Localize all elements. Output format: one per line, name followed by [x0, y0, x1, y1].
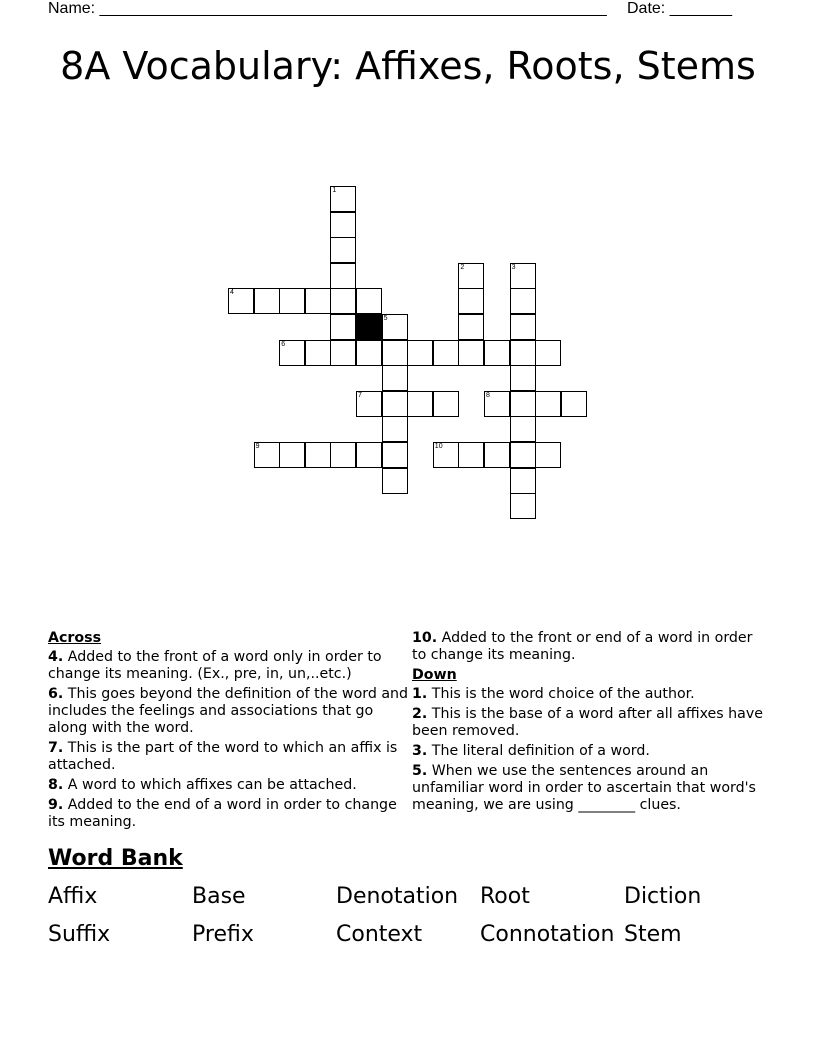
crossword-cell[interactable]	[382, 416, 408, 442]
crossword-cell[interactable]	[382, 340, 408, 366]
crossword-cell[interactable]	[510, 468, 536, 494]
crossword-cell[interactable]	[510, 365, 536, 391]
crossword-cell[interactable]	[458, 314, 484, 340]
crossword-cell[interactable]	[279, 340, 305, 366]
crossword-cell[interactable]	[382, 442, 408, 468]
clue-across-8: 8. A word to which affixes can be attached.	[48, 777, 357, 793]
crossword-cell[interactable]	[305, 442, 331, 468]
crossword-cell[interactable]	[535, 340, 561, 366]
crossword-cell[interactable]	[356, 391, 382, 417]
word-bank-word: Affix	[48, 884, 98, 909]
crossword-cell[interactable]	[458, 442, 484, 468]
word-bank-word: Stem	[624, 922, 682, 947]
crossword-cell[interactable]	[510, 416, 536, 442]
crossword-cell[interactable]	[330, 263, 356, 289]
word-bank-word: Context	[336, 922, 423, 947]
crossword-cell[interactable]	[433, 442, 459, 468]
word-bank-word: Connotation	[480, 922, 615, 947]
across-heading: Across	[48, 630, 102, 646]
clue-across-9: 9. Added to the end of a word in order to change its meaning.	[48, 797, 397, 830]
crossword-cell[interactable]	[535, 391, 561, 417]
clue-down-1: 1. This is the word choice of the author.	[412, 686, 695, 702]
crossword-cell[interactable]	[382, 391, 408, 417]
crossword-cell[interactable]	[279, 442, 305, 468]
crossword-cell[interactable]	[254, 288, 280, 314]
word-bank-word: Base	[192, 884, 246, 909]
crossword-cell[interactable]	[458, 288, 484, 314]
crossword-clue-number: 8	[486, 391, 490, 399]
crossword-cell[interactable]	[407, 340, 433, 366]
crossword-cell[interactable]	[382, 468, 408, 494]
crossword-cell[interactable]	[484, 391, 510, 417]
crossword-cell[interactable]	[510, 314, 536, 340]
crossword-clue-number: 7	[358, 391, 362, 399]
crossword-cell[interactable]	[330, 212, 356, 238]
crossword-cell[interactable]	[510, 263, 536, 289]
crossword-cell[interactable]	[330, 314, 356, 340]
crossword-cell[interactable]	[382, 365, 408, 391]
word-bank-word: Suffix	[48, 922, 111, 947]
crossword-clue-number: 2	[460, 263, 465, 271]
crossword-cell[interactable]	[228, 288, 254, 314]
crossword-clue-number: 5	[383, 315, 388, 322]
crossword-cell[interactable]	[510, 442, 536, 468]
crossword-cell[interactable]	[458, 340, 484, 366]
crossword-cell[interactable]	[305, 288, 331, 314]
crossword-cell[interactable]	[510, 288, 536, 314]
clue-across-10: 10. Added to the front or end of a word in order to change its meaning.	[412, 630, 753, 663]
crossword-cell[interactable]	[356, 442, 382, 468]
crossword-clue-number: 1	[332, 187, 337, 194]
word-bank-title: Word Bank	[48, 846, 183, 871]
crossword-cell[interactable]	[356, 340, 382, 366]
clue-down-5: 5. When we use the sentences around an unfamiliar word in order to ascertain that word's meaning, we are using ________ clues.	[412, 763, 756, 813]
crossword-cell[interactable]	[535, 442, 561, 468]
crossword-cell[interactable]	[382, 314, 408, 340]
clue-down-3: 3. The literal definition of a word.	[412, 743, 650, 759]
crossword-cell[interactable]	[305, 340, 331, 366]
crossword-cell[interactable]	[433, 340, 459, 366]
word-bank-word: Diction	[624, 884, 702, 909]
crossword-cell[interactable]	[330, 237, 356, 263]
crossword-cell[interactable]	[356, 288, 382, 314]
crossword-cell[interactable]	[510, 493, 536, 519]
word-bank-word: Denotation	[336, 884, 459, 909]
crossword-clue-number: 10	[434, 443, 443, 450]
crossword-cell[interactable]	[510, 391, 536, 417]
clues-right-column	[412, 630, 764, 817]
crossword-cell[interactable]	[330, 340, 356, 366]
crossword-cell[interactable]	[484, 442, 510, 468]
crossword-cell[interactable]	[433, 391, 459, 417]
clue-down-2: 2. This is the base of a word after all affixes have been removed.	[412, 706, 763, 739]
crossword-clue-number: 6	[281, 340, 286, 348]
word-bank-word: Root	[480, 884, 530, 909]
crossword-cell[interactable]	[330, 186, 356, 212]
clue-across-4: 4. Added to the front of a word only in order to change its meaning. (Ex., pre, in, un,..etc.)	[48, 649, 382, 682]
crossword-clue-number: 3	[511, 263, 516, 271]
down-heading: Down	[412, 667, 457, 683]
crossword-cell[interactable]	[330, 288, 356, 314]
crossword-cell[interactable]	[510, 340, 536, 366]
crossword-cell[interactable]	[561, 391, 587, 417]
clue-across-7: 7. This is the part of the word to which an affix is attached.	[48, 740, 398, 773]
date-line: Date: _______	[627, 0, 732, 17]
crossword-cell[interactable]	[254, 442, 280, 468]
crossword-cell[interactable]	[279, 288, 305, 314]
word-bank-word: Prefix	[192, 922, 254, 947]
clues-left-column	[48, 630, 410, 834]
crossword-clue-number: 9	[255, 443, 260, 450]
crossword-cell[interactable]	[484, 340, 510, 366]
page-title: 8A Vocabulary: Affixes, Roots, Stems	[60, 44, 756, 88]
crossword-cell[interactable]	[458, 263, 484, 289]
crossword-cell[interactable]	[330, 442, 356, 468]
crossword-cell[interactable]	[407, 391, 433, 417]
name-line: Name: _________________________________________________________	[48, 0, 607, 17]
crossword-clue-number: 4	[230, 289, 234, 297]
clue-across-6: 6. This goes beyond the definition of the word and includes the feelings and associations that go along with the word.	[48, 686, 409, 736]
crossword-black-cell	[356, 314, 382, 340]
